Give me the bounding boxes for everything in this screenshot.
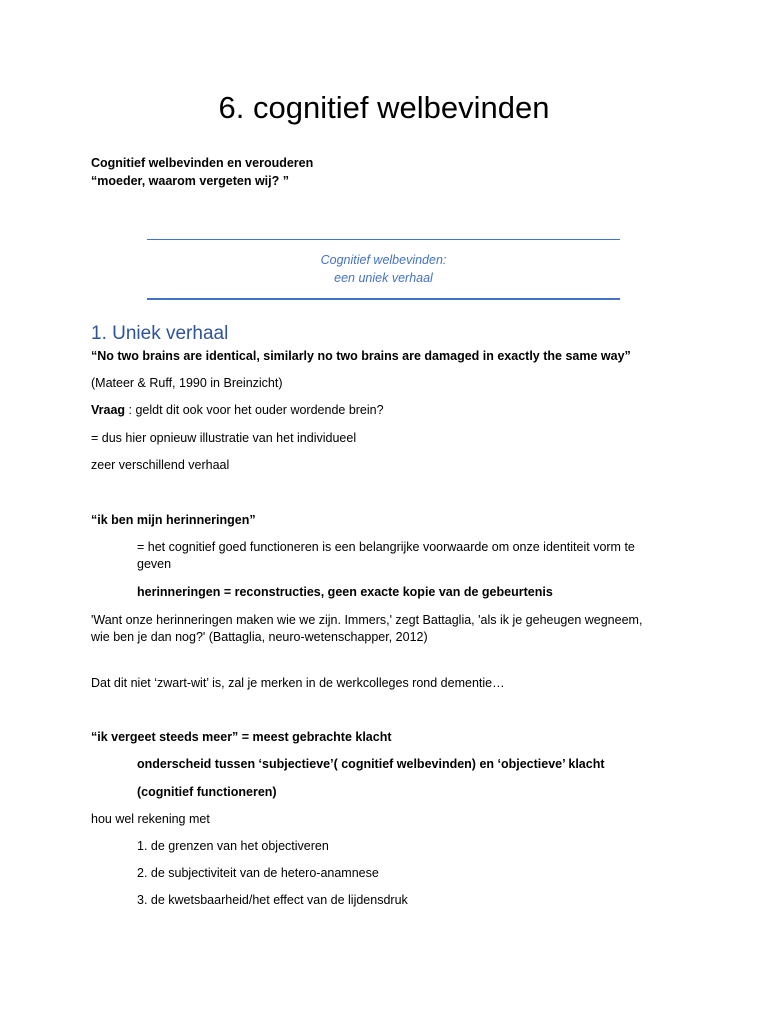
citation: (Mateer & Ruff, 1990 in Breinzicht) (91, 376, 283, 390)
battaglia-line-1: 'Want onze herinneringen maken wie we zijn. Immers,' zegt Battaglia, 'als ik je geheugen wegneem, (91, 613, 643, 627)
battaglia-line-2: wie ben je dan nog?' (Battaglia, neuro-wetenschapper, 2012) (91, 630, 428, 644)
callout-top-rule (147, 239, 620, 240)
zwart-wit-line: Dat dit niet ‘zwart-wit’ is, zal je merken in de werkcolleges rond dementie… (91, 676, 505, 690)
functioneren-line-2: geven (137, 557, 172, 571)
functioneren-line-1: = het cognitief goed functioneren is een belangrijke voorwaarde om onze identiteit vorm te (137, 540, 635, 554)
list-item: 1. de grenzen van het objectiveren (137, 839, 329, 853)
subtitle-line-1: Cognitief welbevinden en verouderen (91, 156, 314, 170)
verschillend-line: zeer verschillend verhaal (91, 458, 230, 472)
callout-line-2: een uniek verhaal (334, 271, 433, 285)
illustratie-line: = dus hier opnieuw illustratie van het individueel (91, 431, 357, 445)
callout-line-1: Cognitief welbevinden: (320, 253, 447, 267)
list-item: 2. de subjectiviteit van de hetero-anamnese (137, 866, 379, 880)
reconstructies-line: herinneringen = reconstructies, geen exacte kopie van de gebeurtenis (137, 585, 553, 599)
callout-bottom-rule (147, 298, 620, 300)
section-heading: 1. Uniek verhaal (91, 323, 229, 344)
functioneren-paren-line: (cognitief functioneren) (137, 785, 277, 799)
vraag-text: : geldt dit ook voor het ouder wordende brein? (125, 403, 384, 417)
vergeet-heading: “ik vergeet steeds meer” = meest gebrachte klacht (91, 730, 392, 744)
opening-quote: “No two brains are identical, similarly no two brains are damaged in exactly the same way” (91, 349, 631, 363)
list-item: 3. de kwetsbaarheid/het effect van de lijdensdruk (137, 893, 408, 907)
rekening-line: hou wel rekening met (91, 812, 210, 826)
herinneringen-heading: “ik ben mijn herinneringen” (91, 513, 256, 527)
vraag-paragraph (91, 402, 384, 419)
page-title: 6. cognitief welbevinden (218, 90, 550, 125)
vraag-label: Vraag (91, 403, 126, 417)
subtitle-line-2: “moeder, waarom vergeten wij? ” (91, 174, 289, 188)
onderscheid-line: onderscheid tussen ‘subjectieve’( cognitief welbevinden) en ‘objectieve’ klacht (137, 757, 605, 771)
